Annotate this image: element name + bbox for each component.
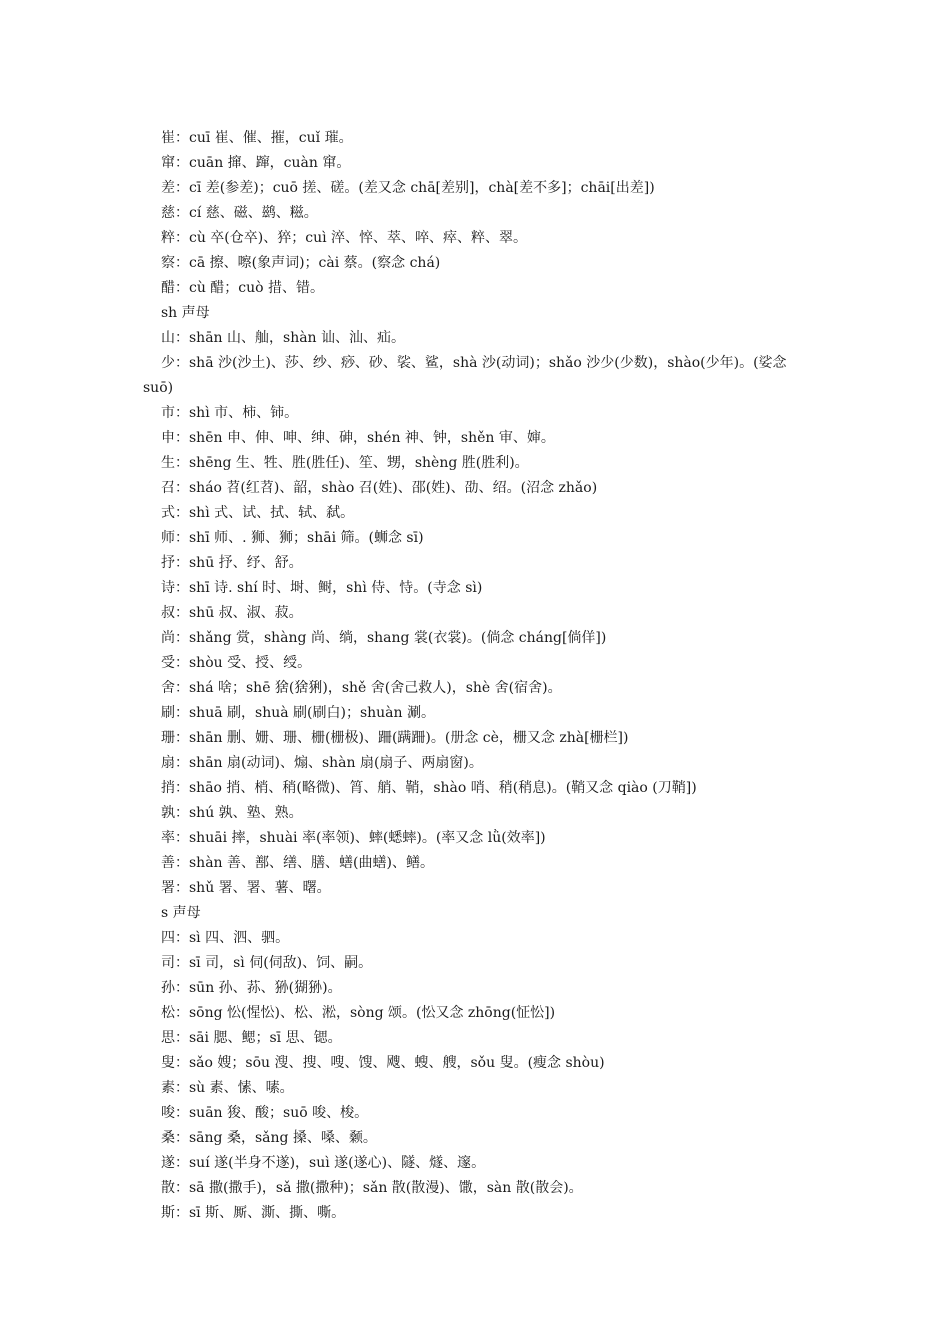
- text-line: 少：shā 沙(沙土)、莎、纱、痧、砂、裟、鲨，shà 沙(动词)；shǎo 沙少(少数)，shào(少年)。(娑念 suō): [143, 355, 787, 396]
- text-line: 师：shī 师、. 狮、狮；shāi 筛。(蛳念 sī): [161, 530, 424, 546]
- text-line: 扇：shān 扇(动词)、煽、shàn 扇(扇子、两扇窗)。: [161, 755, 483, 771]
- text-line: 孰：shú 孰、塾、熟。: [161, 805, 303, 821]
- text-line: 粹：cù 卒(仓卒)、猝；cuì 淬、悴、萃、啐、瘁、粹、翠。: [161, 230, 528, 246]
- text-line: 桑：sāng 桑，sǎng 搡、嗓、颡。: [161, 1130, 377, 1146]
- text-line: 市：shì 市、柿、铈。: [161, 405, 299, 421]
- text-line: 崔：cuī 崔、催、摧，cuǐ 璀。: [161, 130, 353, 146]
- text-line: 思：sāi 腮、鳃；sī 思、锶。: [161, 1030, 342, 1046]
- text-line: 叔：shū 叔、淑、菽。: [161, 605, 303, 621]
- text-line: 诗：shī 诗. shí 时、埘、鲥，shì 侍、恃。(寺念 sì): [161, 580, 483, 596]
- section-heading: sh 声母: [161, 305, 210, 321]
- text-line: 尚：shǎng 赏，shàng 尚、绱，shang 裳(衣裳)。(倘念 cháng[倘佯]): [161, 630, 607, 646]
- text-line: 唆：suān 狻、酸；suō 唆、梭。: [161, 1105, 369, 1121]
- text-line: 孙：sūn 孙、荪、狲(猢狲)。: [161, 980, 342, 996]
- text-line: 慈：cí 慈、磁、鹚、糍。: [161, 205, 318, 221]
- text-line: 受：shòu 受、授、绶。: [161, 655, 312, 671]
- text-line: 松：sōng 忪(惺忪)、松、淞，sòng 颂。(忪又念 zhōng(怔忪]): [161, 1005, 556, 1021]
- text-line: 生：shēng 生、牲、胜(胜任)、笙、甥，shèng 胜(胜利)。: [161, 455, 529, 471]
- text-line: 申：shēn 申、伸、呻、绅、砷，shén 神、钟，shěn 审、婶。: [161, 430, 555, 446]
- text-line: 醋：cù 醋；cuò 措、错。: [161, 280, 325, 296]
- text-line: 捎：shāo 捎、梢、稍(略微)、筲、艄、鞘，shào 哨、稍(稍息)。(鞘又念 qiào (刀鞘]): [161, 780, 697, 796]
- text-line: 叟：sǎo 嫂；sōu 溲、搜、嗖、馊、飕、螋、艘，sǒu 叟。(瘦念 shòu): [161, 1055, 605, 1071]
- text-line: 珊：shān 删、姗、珊、栅(栅极)、跚(蹒跚)。(册念 cè，栅又念 zhà[栅栏]): [161, 730, 629, 746]
- text-line: 舍：shá 啥；shē 猞(猞猁)，shě 舍(舍己救人)，shè 舍(宿舍)。: [161, 680, 562, 696]
- text-line: 遂：suí 遂(半身不遂)，suì 遂(遂心)、隧、燧、邃。: [161, 1155, 486, 1171]
- text-line: 山：shān 山、舢，shàn 讪、汕、疝。: [161, 330, 406, 346]
- text-line: 率：shuāi 摔，shuài 率(率领)、蟀(蟋蟀)。(率又念 lǜ(效率]): [161, 830, 546, 846]
- text-line: 召：sháo 苕(红苕)、韶，shào 召(姓)、邵(姓)、劭、绍。(沼念 zhǎo): [161, 480, 598, 496]
- text-line: 式：shì 式、试、拭、轼、弑。: [161, 505, 355, 521]
- section-heading: s 声母: [161, 905, 201, 921]
- text-line: 抒：shū 抒、纾、舒。: [161, 555, 303, 571]
- text-body: [143, 126, 803, 1226]
- text-line: 司：sī 司，sì 伺(伺敌)、饲、嗣。: [161, 955, 373, 971]
- text-line: 差：cī 差(参差)；cuō 搓、磋。(差又念 chā[差别]，chà[差不多]；chāi[出差]): [161, 180, 655, 196]
- text-line: 窜：cuān 撺、蹿，cuàn 窜。: [161, 155, 351, 171]
- text-line: 散：sā 撒(撒手)，sǎ 撒(撒种)；sǎn 散(散漫)、馓，sàn 散(散会)。: [161, 1180, 583, 1196]
- text-line: 署：shǔ 署、署、薯、曙。: [161, 880, 331, 896]
- text-line: 察：cā 擦、嚓(象声词)；cài 蔡。(察念 chá): [161, 255, 441, 271]
- text-line: 刷：shuā 刷，shuà 刷(刷白)；shuàn 涮。: [161, 705, 435, 721]
- text-line: 善：shàn 善、鄯、缮、膳、蟮(曲蟮)、鳝。: [161, 855, 434, 871]
- text-line: 素：sù 素、愫、嗉。: [161, 1080, 294, 1096]
- text-line: 斯：sī 斯、厮、澌、撕、嘶。: [161, 1205, 346, 1221]
- text-line: 四：sì 四、泗、驷。: [161, 930, 290, 946]
